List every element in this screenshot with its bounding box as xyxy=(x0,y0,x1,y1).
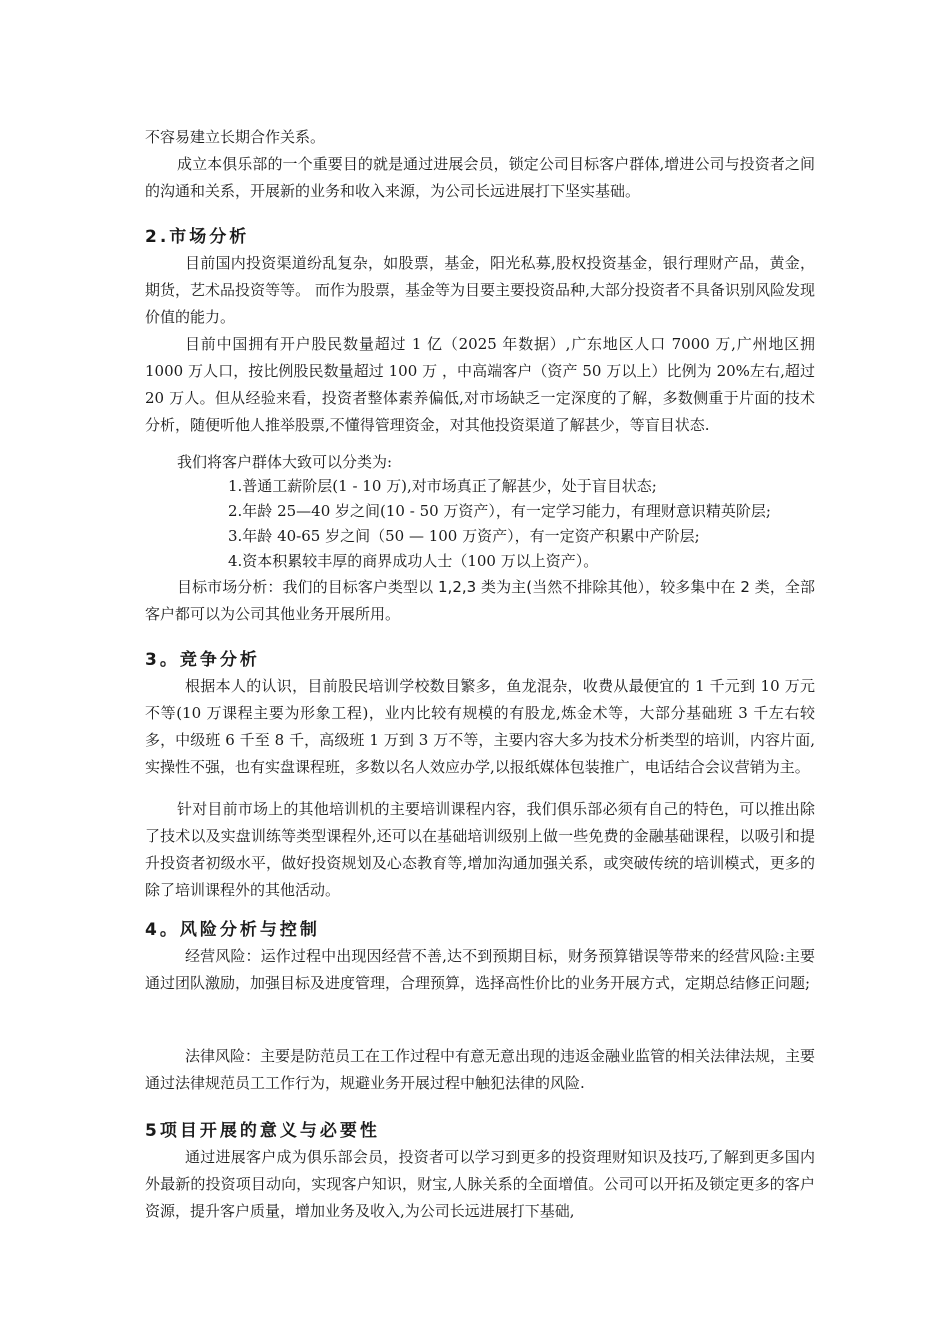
competition-paragraph-2: 针对目前市场上的其他培训机的主要培训课程内容，我们俱乐部必须有自己的特色，可以推出除了技术以及实盘训练等类型课程外,还可以在基础培训级别上做一些免费的金融基础课程，以吸引和提升投资者初级水平，做好投资规划及心态教育等,增加沟通加强关系，或突破传统的培训模式，更多的除了培训课程外的其他活动。 xyxy=(145,800,815,899)
section-heading-risk: 4。风险分析与控制 xyxy=(145,920,320,940)
intro-paragraph-2: 成立本俱乐部的一个重要目的就是通过进展会员，锁定公司目标客户群体,增进公司与投资者之间的沟通和关系，开展新的业务和收入来源，为公司长远进展打下坚实基础。 xyxy=(145,155,815,200)
section-heading-market: 2.市场分析 xyxy=(145,227,250,247)
section-heading-competition: 3。竞争分析 xyxy=(145,650,260,670)
intro-paragraph-1: 不容易建立长期合作关系。 xyxy=(145,128,326,146)
market-paragraph-3: 我们将客户群体大致可以分类为: xyxy=(177,453,393,471)
risk-paragraph-legal: 法律风险：主要是防范员工在工作过程中有意无意出现的违返金融业监管的相关法律法规，主要通过法律规范员工工作行为，规避业务开展过程中触犯法律的风险. xyxy=(145,1047,816,1092)
market-paragraph-2: 目前中国拥有开户股民数量超过 1 亿（2025 年数据）,广东地区人口 7000 万,广州地区拥 1000 万人口，按比例股民数量超过 100 万 ，中高端客户（资产 50 万以上）比例为 20%左右,超过 20 万人。但从经验来看，投资者整体素养偏低,对市场缺乏一定深度的了解，多数侧重于片面的技术分析，随便听他人推举股票,不懂得管理资金，对其他投资渠道了解甚少，等盲目状态. xyxy=(145,335,815,434)
target-market-paragraph xyxy=(145,574,815,628)
customer-group-item-1: 1.普通工薪阶层(1 - 10 万),对市场真正了解甚少，处于盲目状态; xyxy=(228,477,657,495)
customer-group-item-3: 3.年龄 40-65 岁之间（50 — 100 万资产），有一定资产积累中产阶层; xyxy=(228,527,700,545)
significance-paragraph: 通过进展客户成为俱乐部会员，投资者可以学习到更多的投资理财知识及技巧,了解到更多国内外最新的投资项目动向，实现客户知识，财宝,人脉关系的全面增值。公司可以开拓及锁定更多的客户资源，提升客户质量，增加业务及收入,为公司长远进展打下基础, xyxy=(145,1148,815,1220)
target-market-label: 目标市场分析 xyxy=(177,578,268,596)
section-heading-significance: 5项目开展的意义与必要性 xyxy=(145,1121,380,1141)
target-market-text: ：我们的目标客户类型以 1,2,3 类为主(当然不排除其他），较多集中在 2 类，全部客户都可以为公司其他业务开展所用。 xyxy=(145,578,815,623)
customer-group-item-4: 4.资本积累较丰厚的商界成功人士（100 万以上资产）。 xyxy=(228,552,599,570)
customer-group-item-2: 2.年龄 25—40 岁之间(10 - 50 万资产），有一定学习能力，有理财意识精英阶层; xyxy=(228,502,771,520)
risk-paragraph-operation: 经营风险：运作过程中出现因经营不善,达不到预期目标，财务预算错误等带来的经营风险:主要通过团队激励，加强目标及进度管理，合理预算，选择高性价比的业务开展方式，定期总结修正问题; xyxy=(145,947,815,992)
competition-paragraph-1: 根据本人的认识，目前股民培训学校数目繁多，鱼龙混杂，收费从最便宜的 1 千元到 10 万元不等(10 万课程主要为形象工程)，业内比较有规模的有股龙,炼金术等，大部分基础班 3 千左右较多，中级班 6 千至 8 千，高级班 1 万到 3 万不等，主要内容大多为技术分析类型的培训，内容片面,实操性不强，也有实盘课程班，多数以名人效应办学,以报纸媒体包装推广，电话结合会议营销为主。 xyxy=(145,677,815,776)
market-paragraph-1: 目前国内投资渠道纷乱复杂，如股票，基金，阳光私募,股权投资基金，银行理财产品，黄金，期货，艺术品投资等等。 而作为股票，基金等为目要主要投资品种,大部分投资者不具备识别风险发现价值的能力。 xyxy=(145,254,815,326)
